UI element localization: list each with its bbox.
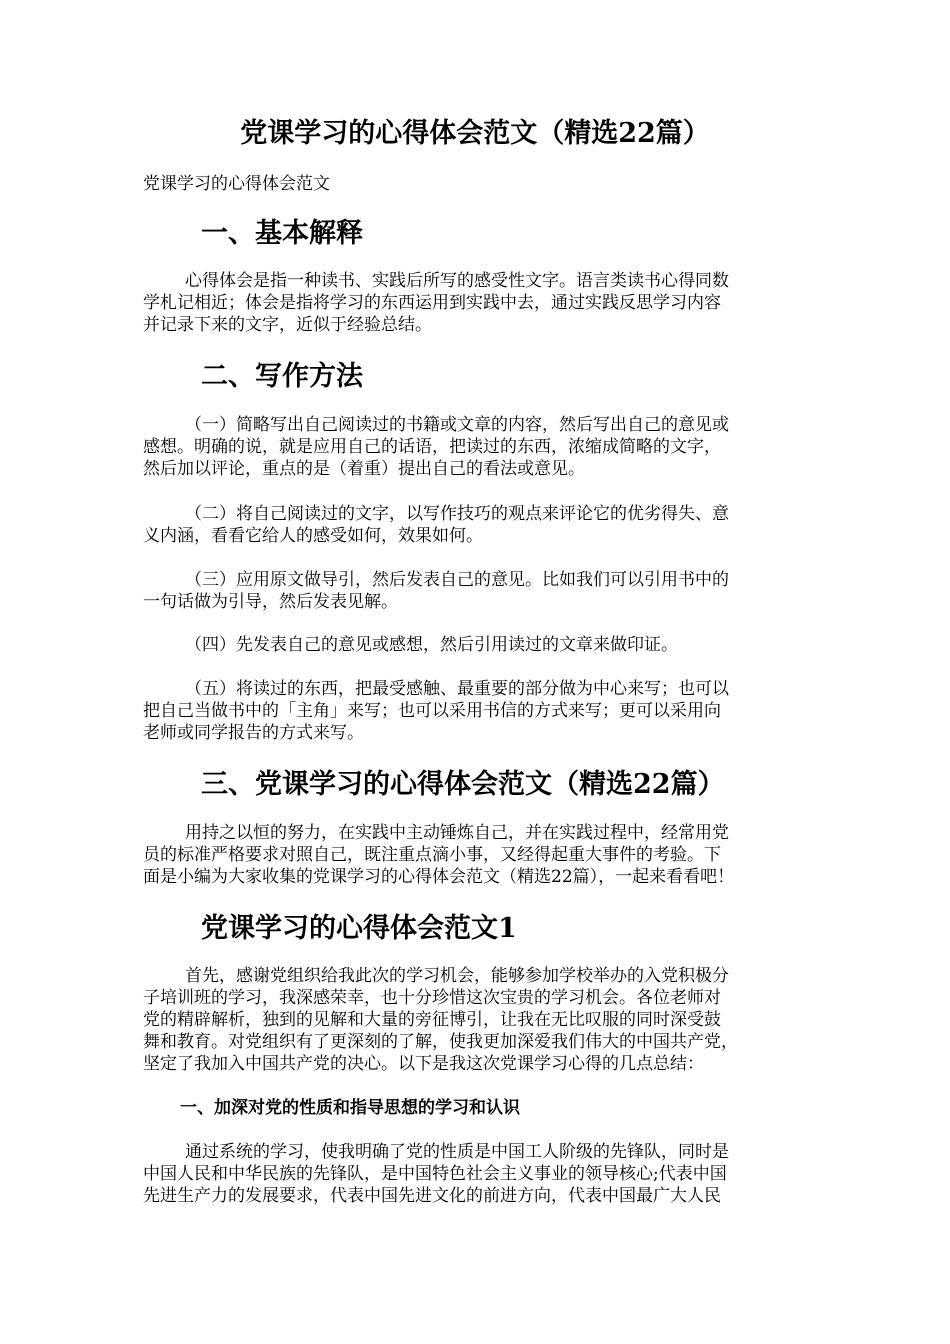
paragraph: 首先，感谢党组织给我此次的学习机会，能够参加学校举办的入党积极分 子培训班的学习，我深感荣幸，也十分珍惜这次宝贵的学习机会。各位老师对 党的精辟解析，独到的见解和大量的旁征博引，让我在无比叹服的同时深受鼓 舞和教育。对党组织有了更深刻的了解，使我更加深爱我们伟大的中国共产党， 坚定了我加入中国共产党的决心。以下是我这次党课学习心得的几点总结： [143, 966, 738, 1074]
paragraph: （二）将自己阅读过的文字，以写作技巧的观点来评论它的优劣得失、意 义内涵，看看它给人的感受如何，效果如何。 [143, 504, 729, 546]
paragraph: （五）将读过的东西，把最受感触、最重要的部分做为中心来写；也可以 把自己当做书中的「主角」来写；也可以采用书信的方式来写；更可以采用向 老师或同学报告的方式来写。 [143, 679, 729, 743]
paragraph: 心得体会是指一种读书、实践后所写的感受性文字。语言类读书心得同数 学札记相近；体会是指将学习的东西运用到实践中去，通过实践反思学习内容 并记录下来的文字，近似于经验总结。 [143, 271, 729, 335]
document-subtitle: 党课学习的心得体会范文 [143, 174, 330, 194]
document-title: 党课学习的心得体会范文（精选22篇） [240, 118, 710, 149]
section-heading-essay-1: 党课学习的心得体会范文1 [201, 913, 517, 944]
paragraph: （一）简略写出自己阅读过的书籍或文章的内容，然后写出自己的意见或 感想。明确的说，就是应用自己的话语，把读过的东西，浓缩成简略的文字， 然后加以评论，重点的是（着重）提出自己的看法或意见。 [143, 415, 729, 479]
paragraph: 通过系统的学习，使我明确了党的性质是中国工人阶级的先锋队，同时是 中国人民和中华民族的先锋队，是中国特色社会主义事业的领导核心;代表中国 先进生产力的发展要求，代表中国先进文化的前进方向，代表中国最广大人民 [143, 1142, 729, 1206]
section-heading-basic-explanation: 一、基本解释 [201, 218, 363, 249]
paragraph: （四）先发表自己的意见或感想，然后引用读过的文章来做印证。 [185, 635, 678, 655]
paragraph: （三）应用原文做导引，然后发表自己的意见。比如我们可以引用书中的 一句话做为引导，然后发表见解。 [143, 570, 729, 612]
section-heading-sample-essays: 三、党课学习的心得体会范文（精选22篇） [201, 769, 725, 800]
section-heading-writing-method: 二、写作方法 [201, 361, 363, 392]
subsection-heading: 一、加深对党的性质和指导思想的学习和认识 [180, 1098, 520, 1118]
paragraph: 用持之以恒的努力，在实践中主动锤炼自己，并在实践过程中，经常用党 员的标准严格要求对照自己，既注重点滴小事，又经得起重大事件的考验。下 面是小编为大家收集的党课学习的心得体会范文（精选22篇），一起来看看吧！ [143, 823, 735, 887]
